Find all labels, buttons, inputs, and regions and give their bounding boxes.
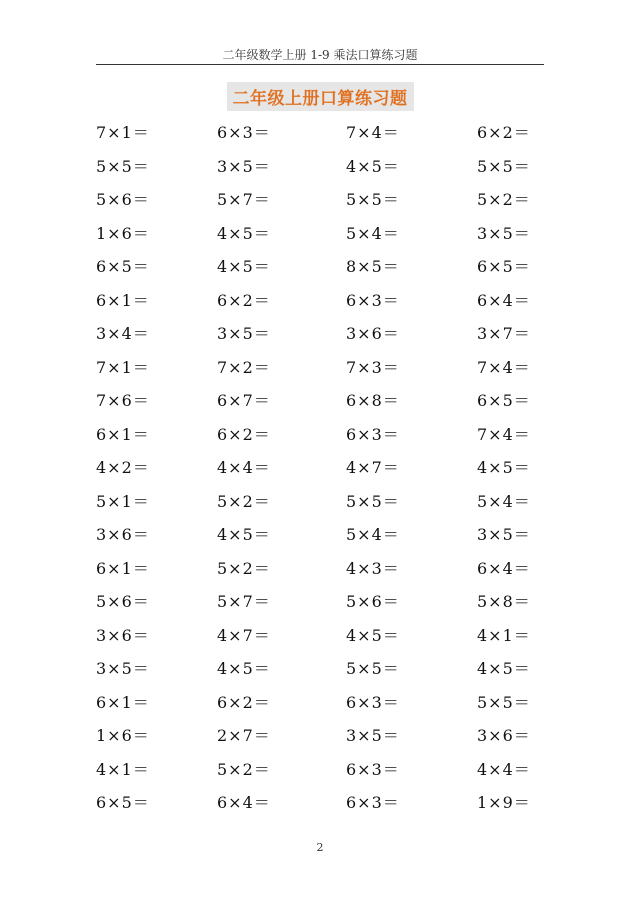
problem-row — [0, 112, 640, 146]
multiplication-problem: 4×7＝ — [217, 625, 271, 645]
multiplication-problem: 5×6＝ — [96, 592, 150, 611]
problem-row — [0, 648, 640, 682]
multiplication-problem: 6×4＝ — [217, 793, 271, 812]
problem-row — [0, 246, 640, 280]
multiplication-problem: 7×4＝ — [346, 123, 400, 142]
multiplication-problem: 4×7＝ — [346, 458, 400, 477]
multiplication-problem: 4×5＝ — [217, 659, 271, 678]
multiplication-problem: 3×6＝ — [96, 625, 150, 645]
multiplication-problem: 6×3＝ — [217, 123, 271, 142]
multiplication-problem: 4×2＝ — [96, 458, 150, 477]
multiplication-problem: 3×6＝ — [477, 726, 531, 745]
problem-row — [0, 313, 640, 347]
multiplication-problem: 3×5＝ — [346, 726, 400, 745]
multiplication-problem: 4×1＝ — [96, 759, 150, 779]
multiplication-problem: 5×7＝ — [217, 592, 271, 611]
multiplication-problem: 6×4＝ — [477, 558, 531, 578]
problem-row — [0, 615, 640, 649]
multiplication-problem: 4×4＝ — [477, 759, 531, 779]
problem-row — [0, 146, 640, 180]
multiplication-problem: 6×5＝ — [96, 793, 150, 812]
multiplication-problem: 4×5＝ — [346, 625, 400, 645]
multiplication-problem: 5×5＝ — [346, 659, 400, 678]
multiplication-problem: 6×2＝ — [217, 424, 271, 444]
multiplication-problem: 4×5＝ — [346, 156, 400, 176]
multiplication-problem: 7×4＝ — [477, 424, 531, 444]
multiplication-problem: 3×5＝ — [477, 525, 531, 544]
multiplication-problem: 5×4＝ — [346, 525, 400, 544]
multiplication-problem: 6×3＝ — [346, 290, 400, 310]
multiplication-problem: 6×2＝ — [217, 692, 271, 712]
multiplication-problem: 6×2＝ — [217, 290, 271, 310]
multiplication-problem: 3×5＝ — [96, 659, 150, 678]
multiplication-problem: 3×5＝ — [217, 156, 271, 176]
multiplication-problem: 6×5＝ — [477, 257, 531, 276]
multiplication-problem: 6×3＝ — [346, 692, 400, 712]
problem-grid — [0, 112, 640, 816]
problem-row — [0, 749, 640, 783]
multiplication-problem: 4×5＝ — [477, 659, 531, 678]
multiplication-problem: 6×3＝ — [346, 759, 400, 779]
multiplication-problem: 5×2＝ — [217, 759, 271, 779]
multiplication-problem: 5×6＝ — [346, 592, 400, 611]
multiplication-problem: 6×5＝ — [477, 391, 531, 410]
multiplication-problem: 6×1＝ — [96, 290, 150, 310]
multiplication-problem: 1×6＝ — [96, 726, 150, 745]
multiplication-problem: 6×3＝ — [346, 424, 400, 444]
multiplication-problem: 6×4＝ — [477, 290, 531, 310]
multiplication-problem: 7×6＝ — [96, 391, 150, 410]
multiplication-problem: 6×3＝ — [346, 793, 400, 812]
multiplication-problem: 3×4＝ — [96, 324, 150, 343]
problem-row — [0, 782, 640, 816]
multiplication-problem: 4×5＝ — [217, 525, 271, 544]
multiplication-problem: 5×7＝ — [217, 190, 271, 209]
multiplication-problem: 5×2＝ — [477, 190, 531, 209]
problem-row — [0, 380, 640, 414]
multiplication-problem: 4×5＝ — [477, 458, 531, 477]
multiplication-problem: 4×5＝ — [217, 223, 271, 243]
problem-row — [0, 682, 640, 716]
header-divider — [96, 64, 544, 65]
multiplication-problem: 5×5＝ — [477, 692, 531, 712]
problem-row — [0, 481, 640, 515]
problem-row — [0, 213, 640, 247]
problem-row — [0, 514, 640, 548]
multiplication-problem: 6×7＝ — [217, 391, 271, 410]
multiplication-problem: 5×4＝ — [477, 491, 531, 511]
problem-row — [0, 414, 640, 448]
problem-row — [0, 581, 640, 615]
multiplication-problem: 3×5＝ — [477, 223, 531, 243]
title-container — [0, 82, 640, 111]
multiplication-problem: 4×5＝ — [217, 257, 271, 276]
page-number: 2 — [316, 841, 324, 854]
multiplication-problem: 5×4＝ — [346, 223, 400, 243]
multiplication-problem: 7×1＝ — [96, 357, 150, 377]
multiplication-problem: 4×3＝ — [346, 558, 400, 578]
multiplication-problem: 5×2＝ — [217, 558, 271, 578]
multiplication-problem: 5×5＝ — [477, 156, 531, 176]
problem-row — [0, 548, 640, 582]
multiplication-problem: 7×2＝ — [217, 357, 271, 377]
multiplication-problem: 3×7＝ — [477, 324, 531, 343]
multiplication-problem: 6×1＝ — [96, 424, 150, 444]
multiplication-problem: 6×2＝ — [477, 123, 531, 142]
multiplication-problem: 5×1＝ — [96, 491, 150, 511]
multiplication-problem: 5×5＝ — [346, 491, 400, 511]
multiplication-problem: 3×6＝ — [346, 324, 400, 343]
multiplication-problem: 1×6＝ — [96, 223, 150, 243]
problem-row — [0, 715, 640, 749]
multiplication-problem: 2×7＝ — [217, 726, 271, 745]
problem-row — [0, 179, 640, 213]
multiplication-problem: 5×5＝ — [346, 190, 400, 209]
multiplication-problem: 6×8＝ — [346, 391, 400, 410]
multiplication-problem: 6×5＝ — [96, 257, 150, 276]
problem-row — [0, 280, 640, 314]
multiplication-problem: 5×2＝ — [217, 491, 271, 511]
problem-row — [0, 347, 640, 381]
multiplication-problem: 5×5＝ — [96, 156, 150, 176]
multiplication-problem: 7×4＝ — [477, 357, 531, 377]
multiplication-problem: 3×6＝ — [96, 525, 150, 544]
multiplication-problem: 7×1＝ — [96, 123, 150, 142]
multiplication-problem: 5×6＝ — [96, 190, 150, 209]
multiplication-problem: 7×3＝ — [346, 357, 400, 377]
multiplication-problem: 1×9＝ — [477, 793, 531, 812]
multiplication-problem: 4×1＝ — [477, 625, 531, 645]
problem-row — [0, 447, 640, 481]
multiplication-problem: 4×4＝ — [217, 458, 271, 477]
worksheet-title: 二年级上册口算练习题 — [227, 82, 414, 111]
multiplication-problem: 6×1＝ — [96, 558, 150, 578]
multiplication-problem: 3×5＝ — [217, 324, 271, 343]
multiplication-problem: 5×8＝ — [477, 592, 531, 611]
running-header: 二年级数学上册 1-9 乘法口算练习题 — [222, 48, 418, 62]
multiplication-problem: 6×1＝ — [96, 692, 150, 712]
multiplication-problem: 8×5＝ — [346, 257, 400, 276]
